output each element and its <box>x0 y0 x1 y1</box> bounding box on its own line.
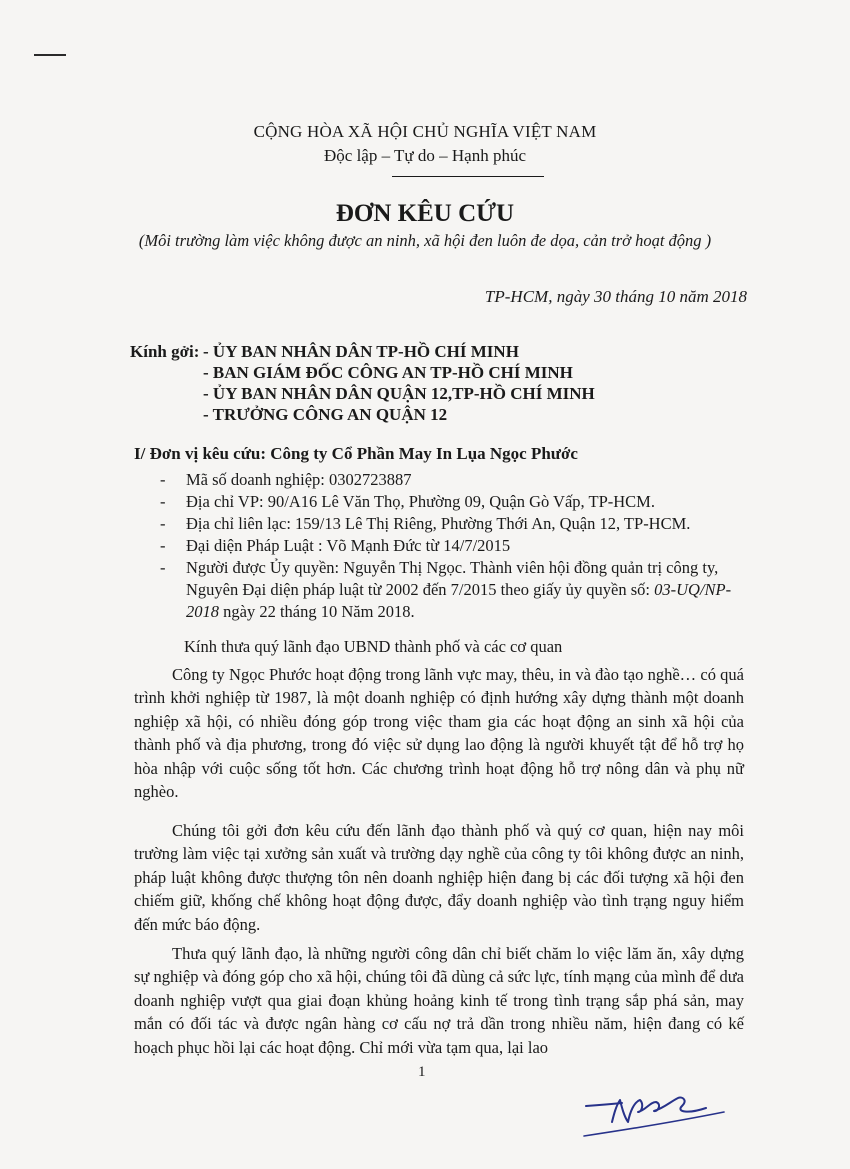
company-info-list <box>160 469 760 623</box>
authorization-date: ngày 22 tháng 10 Năm 2018. <box>219 602 415 621</box>
date-line: TP-HCM, ngày 30 tháng 10 năm 2018 <box>484 287 747 306</box>
recipient-item: - BAN GIÁM ĐỐC CÔNG AN TP-HỒ CHÍ MINH <box>203 363 573 382</box>
section-heading: I/ Đơn vị kêu cứu: Công ty Cổ Phần May In Lụa Ngọc Phước <box>134 444 578 463</box>
body-paragraph: Công ty Ngọc Phước hoạt động trong lãnh vực may, thêu, in và đào tạo nghề… có quá trình khởi nghiệp từ 1987, là một doanh nghiệp có định hướng xây dựng thành một doanh nghiệp xã hội, có nhiều đóng góp trong việc tham gia các hoạt động an sinh xã hội của thành phố và địa phương, trong đó việc sử dụng lao động là người khuyết tật để hỗ trợ họ hòa nhập với cuộc sống tốt hơn. Các chương trình hoạt động hỗ trợ nông dân và phụ nữ nghèo. <box>134 665 744 802</box>
recipient-item: - ỦY BAN NHÂN DÂN QUẬN 12,TP-HỒ CHÍ MINH <box>203 384 595 403</box>
motto: Độc lập – Tự do – Hạnh phúc <box>324 146 526 165</box>
body-paragraph: Thưa quý lãnh đạo, là những người công dân chỉ biết chăm lo việc lăm ăn, xây dựng sự nghiệp và đóng góp cho xã hội, chúng tôi đã dùng cả sức lực, tính mạng của mình để dưa doanh nghiệp vượt qua giai đoạn khủng hoảng kinh tế trong tình trạng sắp phá sản, may mắn có đối tác và được ngân hàng cơ cấu nợ trả dần trong nhiều năm, hiện đang có kế hoạch phục hồi lại các hoạt động. Chỉ mới vừa tạm qua, lại lao <box>134 944 744 1057</box>
tax-code-text: Mã số doanh nghiệp: 0302723887 <box>186 470 412 489</box>
office-address-text: Địa chỉ VP: 90/A16 Lê Văn Thọ, Phường 09, Quận Gò Vấp, TP-HCM. <box>186 492 655 511</box>
authorized-person-text: Người được Ủy quyền: Nguyễn Thị Ngọc. Thành viên hội đồng quản trị công ty, Nguyên Đại diện pháp luật từ 2002 đến 7/2015 theo giấy ủy quyền số: <box>186 558 719 599</box>
info-item <box>160 469 760 491</box>
authorization-number: 03-UQ/NP-2018 <box>186 580 732 621</box>
info-item <box>160 557 760 623</box>
nation-heading: CỘNG HÒA XÃ HỘI CHỦ NGHĨA VIỆT NAM <box>253 122 597 141</box>
list-dash: - <box>160 492 166 511</box>
list-dash: - <box>160 558 166 577</box>
page-number: 1 <box>418 1064 426 1080</box>
info-item <box>160 491 760 513</box>
info-item <box>160 513 760 535</box>
contact-address-text: Địa chỉ liên lạc: 159/13 Lê Thị Riêng, Phường Thới An, Quận 12, TP-HCM. <box>186 514 691 533</box>
list-dash: - <box>160 514 166 533</box>
corner-pen-mark <box>34 54 66 56</box>
body-paragraph: Chúng tôi gởi đơn kêu cứu đến lãnh đạo thành phố và quý cơ quan, hiện nay môi trường làm việc tại xưởng sản xuất và trường dạy nghề của công ty tôi không được an ninh, pháp luật không được thượng tôn nên doanh nghiệp hiện đang bị các đối tượng xã hội đen chiếm giữ, khống chế không hoạt động được, đẩy doanh nghiệp vào tình trạng nguy hiểm đến mức báo động. <box>134 821 744 934</box>
motto-underline <box>392 176 544 177</box>
recipient-item: - TRƯỞNG CÔNG AN QUẬN 12 <box>203 405 448 424</box>
recipient-item: - ỦY BAN NHÂN DÂN TP-HỒ CHÍ MINH <box>203 342 519 361</box>
document-title: ĐƠN KÊU CỨU <box>335 200 515 227</box>
legal-representative-text: Đại diện Pháp Luật : Võ Mạnh Đức từ 14/7/2015 <box>186 536 511 555</box>
document-subtitle: (Môi trường làm việc không được an ninh, xã hội đen luôn đe dọa, cản trở hoạt động ) <box>138 231 712 250</box>
list-dash: - <box>160 470 166 489</box>
info-item <box>160 535 760 557</box>
greeting: Kính thưa quý lãnh đạo UBND thành phố và các cơ quan <box>184 637 563 656</box>
signature-initials <box>578 1078 728 1140</box>
recipients-label: Kính gởi: <box>130 342 200 361</box>
list-dash: - <box>160 536 166 555</box>
